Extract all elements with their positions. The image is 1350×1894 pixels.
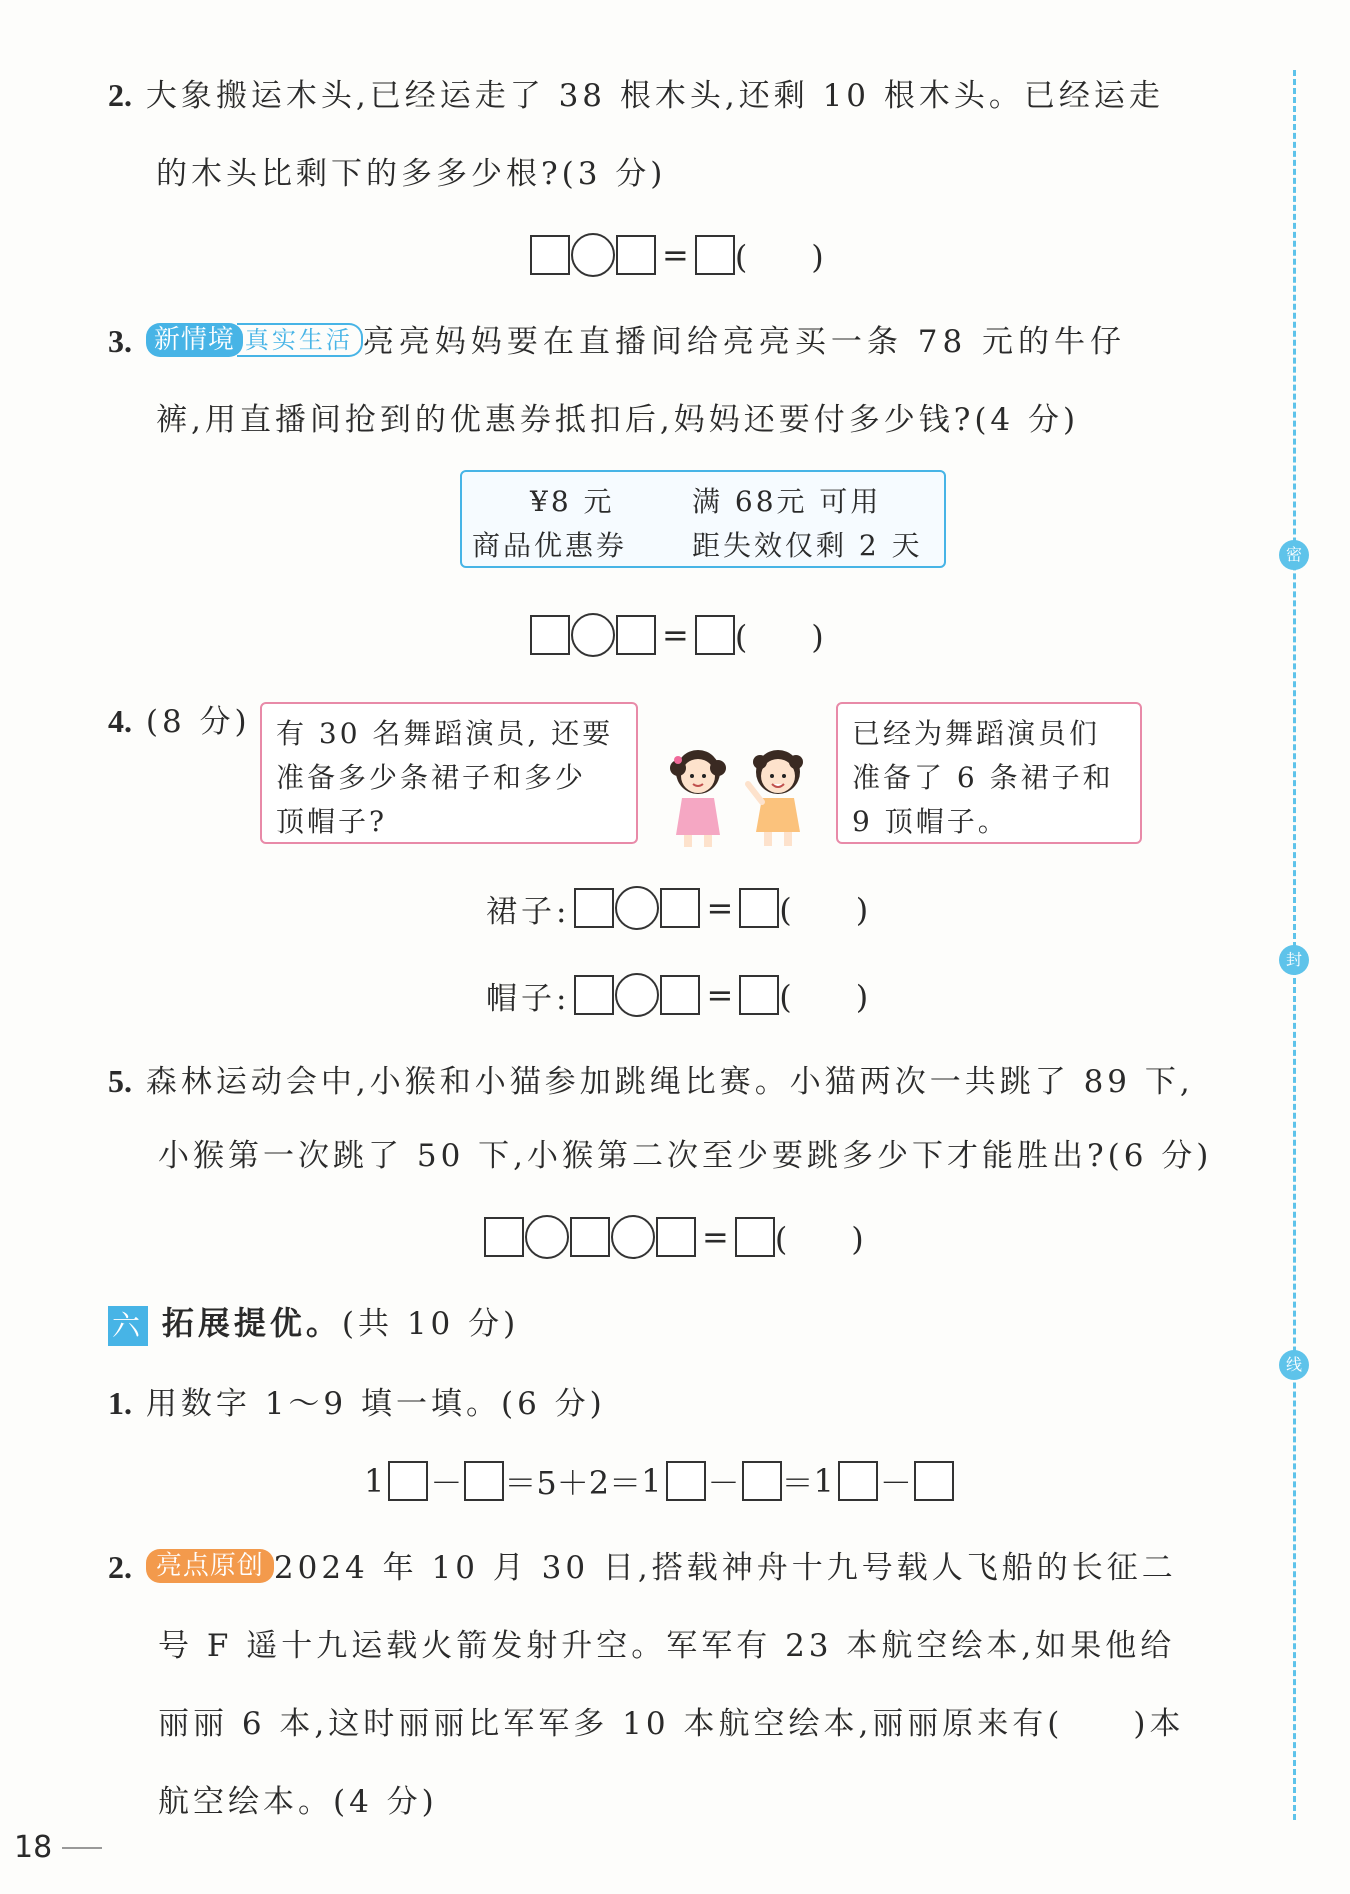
- unit-blank[interactable]: ( ): [734, 238, 824, 276]
- answer-box[interactable]: [530, 615, 570, 655]
- seal-mark-icon: 封: [1279, 945, 1309, 975]
- coupon-card: [460, 470, 946, 568]
- answer-box[interactable]: [574, 975, 614, 1015]
- question-3: [108, 316, 1278, 446]
- digit-box[interactable]: [388, 1461, 428, 1501]
- operator-circle[interactable]: [615, 886, 659, 930]
- answer-box[interactable]: [660, 975, 700, 1015]
- coupon-name: 商品优惠券: [472, 529, 628, 562]
- operator-circle[interactable]: [571, 233, 615, 277]
- answer-box[interactable]: [484, 1217, 524, 1257]
- operator-circle[interactable]: [615, 973, 659, 1017]
- answer-box[interactable]: [660, 888, 700, 928]
- q2-line2: 的木头比剩下的多多少根?(3 分): [156, 156, 667, 192]
- real-life-tag: 真实生活: [237, 323, 363, 357]
- digit-box[interactable]: [838, 1461, 878, 1501]
- coupon-amount: ¥8 元: [530, 485, 615, 518]
- section-6-header: [108, 1298, 519, 1346]
- section-title: 拓展提优。: [161, 1304, 342, 1342]
- digit-box[interactable]: [914, 1461, 954, 1501]
- speech-bubble-left: 有 30 名舞蹈演员, 还要 准备多少条裙子和多少 顶帽子?: [260, 702, 638, 844]
- operator-circle[interactable]: [571, 613, 615, 657]
- q5-line1: 5. 森林运动会中,小猴和小猫参加跳绳比赛。小猫两次一共跳了 89 下,: [108, 1063, 1194, 1100]
- answer-box[interactable]: [530, 235, 570, 275]
- digit-box[interactable]: [666, 1461, 706, 1501]
- page-number: 18: [14, 1830, 102, 1865]
- answer-box[interactable]: [739, 975, 779, 1015]
- section-score: (共 10 分): [341, 1306, 520, 1342]
- s6-question-1: 1. 用数字 1～9 填一填。(6 分): [108, 1385, 606, 1422]
- q5-line2: 小猴第一次跳了 50 下,小猴第二次至少要跳多少下才能胜出?(6 分): [158, 1138, 1213, 1174]
- answer-box[interactable]: [739, 888, 779, 928]
- answer-box[interactable]: [574, 888, 614, 928]
- operator-circle[interactable]: [611, 1215, 655, 1259]
- hat-label: 帽子:: [486, 980, 571, 1017]
- seal-mark-icon: 线: [1279, 1350, 1309, 1380]
- q5-formula: = ( ): [484, 1214, 864, 1260]
- unit-blank[interactable]: ( ): [779, 891, 869, 929]
- new-context-tag: 新情境: [146, 323, 243, 357]
- section-badge: 六: [108, 1306, 148, 1346]
- speech-bubble-right: 已经为舞蹈演员们 准备了 6 条裙子和 9 顶帽子。: [836, 702, 1142, 844]
- q2-line1: 2. 大象搬运木头,已经运走了 38 根木头,还剩 10 根木头。已经运走: [108, 77, 1164, 114]
- q3-line2: 裤,用直播间抢到的优惠券抵扣后,妈妈还要付多少钱?(4 分): [156, 402, 1080, 438]
- q4-hat-formula: 帽子: = ( ): [486, 972, 868, 1018]
- digit-box[interactable]: [464, 1461, 504, 1501]
- coupon-condition: 满 68元 可用: [692, 485, 882, 518]
- coupon-expiry: 距失效仅剩 2 天: [692, 529, 923, 562]
- answer-box[interactable]: [656, 1217, 696, 1257]
- original-highlight-tag: 亮点原创: [146, 1549, 274, 1583]
- unit-blank[interactable]: ( ): [774, 1220, 864, 1258]
- answer-box[interactable]: [570, 1217, 610, 1257]
- answer-box[interactable]: [695, 235, 735, 275]
- unit-blank[interactable]: ( ): [734, 618, 824, 656]
- answer-box[interactable]: [695, 615, 735, 655]
- skirt-label: 裙子:: [486, 893, 571, 930]
- s6q1-formula: 1 － ＝ 5＋2 ＝ 1 － ＝ 1 －: [364, 1458, 954, 1504]
- digit-box[interactable]: [742, 1461, 782, 1501]
- q4-header: 4. (8 分): [108, 703, 251, 740]
- operator-circle[interactable]: [525, 1215, 569, 1259]
- seal-mark-icon: 密: [1279, 540, 1309, 570]
- s6q2-line3: 丽丽 6 本,这时丽丽比军军多 10 本航空绘本,丽丽原来有( )本: [158, 1706, 1185, 1742]
- girl-right-icon: [748, 750, 803, 846]
- question-5: [108, 1056, 1278, 1186]
- q3-formula: = ( ): [530, 612, 824, 658]
- s6q2-line4: 航空绘本。(4 分): [158, 1784, 438, 1820]
- q4-skirt-formula: 裙子: = ( ): [486, 885, 868, 931]
- s6-question-2: [108, 1542, 1278, 1822]
- s6q2-line2: 号 F 遥十九运载火箭发射升空。军军有 23 本航空绘本,如果他给: [158, 1628, 1176, 1664]
- q3-line1: 3. 新情境 真实生活 亮亮妈妈要在直播间给亮亮买一条 78 元的牛仔: [108, 323, 1127, 360]
- s6q2-line1: 2. 亮点原创 2024 年 10 月 30 日,搭载神舟十九号载人飞船的长征二: [108, 1549, 1177, 1586]
- answer-box[interactable]: [616, 615, 656, 655]
- answer-box[interactable]: [735, 1217, 775, 1257]
- q2-formula: = ( ): [530, 232, 824, 278]
- girl-left-icon: [670, 750, 726, 847]
- unit-blank[interactable]: ( ): [779, 978, 869, 1016]
- girls-illustration: [656, 740, 826, 850]
- answer-box[interactable]: [616, 235, 656, 275]
